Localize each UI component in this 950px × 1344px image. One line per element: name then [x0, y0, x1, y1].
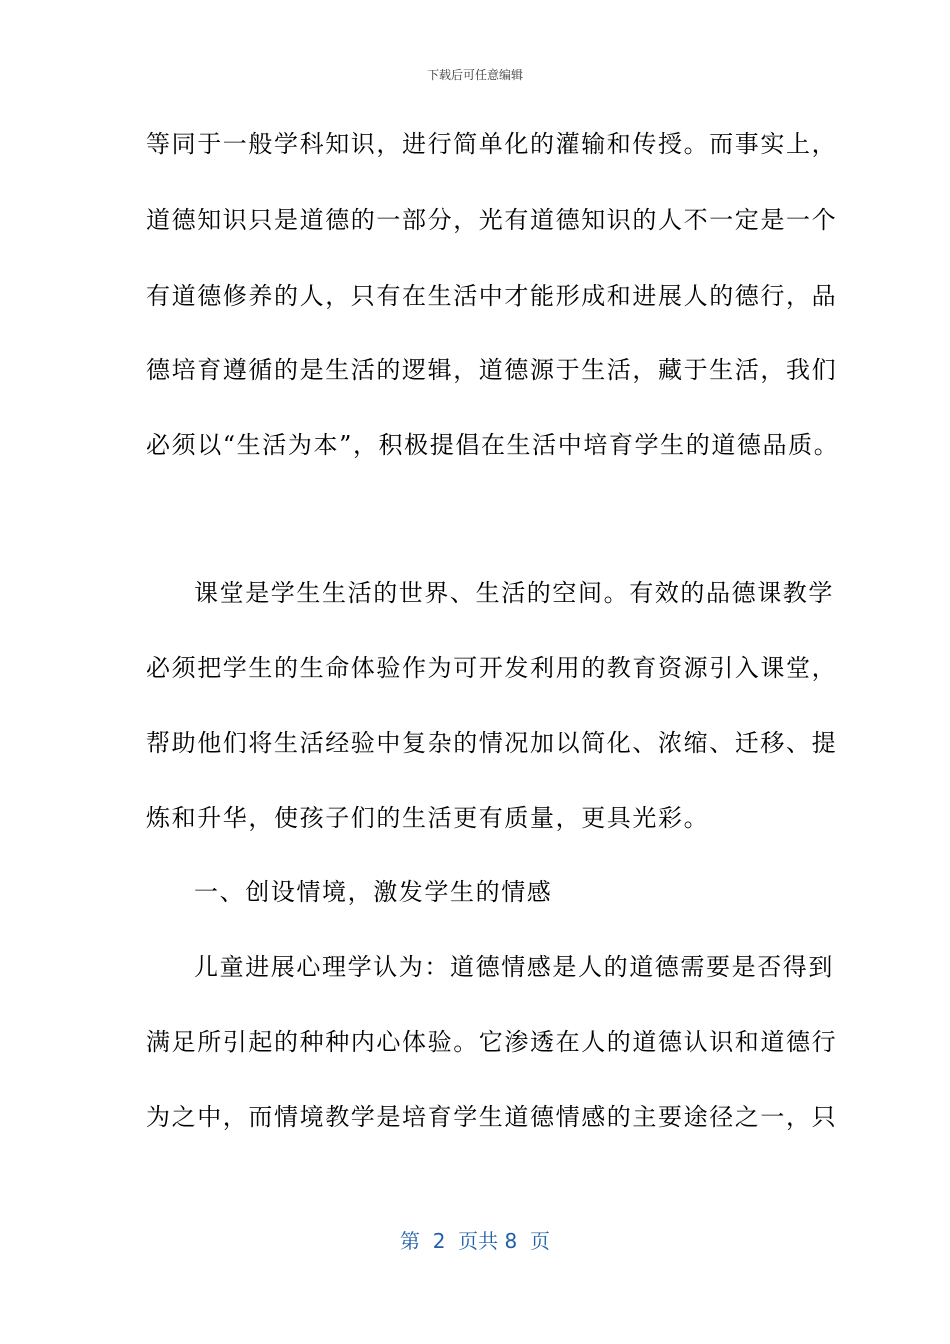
body-line: 满足所引起的种种内心体验。它渗透在人的道德认识和道德行	[146, 1028, 838, 1056]
body-line: 必须以“生活为本”，积极提倡在生活中培育学生的道德品质。	[146, 431, 840, 459]
body-line: 道德知识只是道德的一部分，光有道德知识的人不一定是一个	[146, 206, 838, 234]
body-line: 必须把学生的生命体验作为可开发利用的教育资源引入课堂，	[146, 654, 838, 682]
page-number-footer: 第 2 页共 8 页	[400, 1229, 550, 1253]
body-line: 炼和升华，使孩子们的生活更有质量，更具光彩。	[146, 804, 710, 832]
body-line: 帮助他们将生活经验中复杂的情况加以简化、浓缩、迁移、提	[146, 729, 838, 757]
page-header: 下载后可任意编辑	[426, 68, 523, 82]
body-line: 有道德修养的人，只有在生活中才能形成和进展人的德行，品	[146, 282, 838, 310]
section-heading: 一、创设情境，激发学生的情感	[194, 878, 553, 906]
body-line: 为之中，而情境教学是培育学生道德情感的主要途径之一，只	[146, 1103, 838, 1131]
body-line: 德培育遵循的是生活的逻辑，道德源于生活，藏于生活，我们	[146, 356, 838, 384]
body-line: 等同于一般学科知识，进行简单化的灌输和传授。而事实上，	[146, 130, 838, 158]
body-line: 儿童进展心理学认为：道德情感是人的道德需要是否得到	[194, 953, 834, 981]
body-line: 课堂是学生生活的世界、生活的空间。有效的品德课教学	[194, 579, 834, 607]
